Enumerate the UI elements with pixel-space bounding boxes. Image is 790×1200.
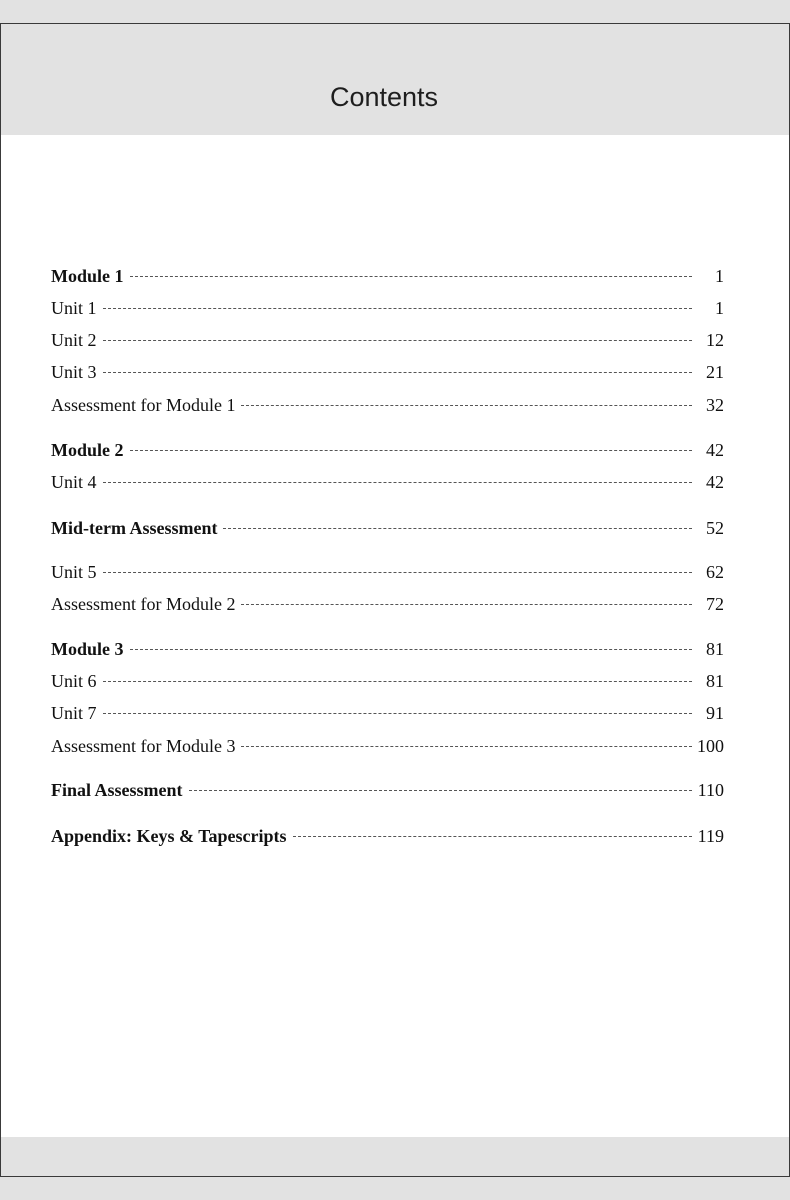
page-title: Contents xyxy=(329,82,439,112)
toc-entry-unit-1[interactable] xyxy=(51,296,724,320)
toc-entry-page: 32 xyxy=(706,395,724,415)
toc-entry-label: Module 1 xyxy=(51,266,124,286)
toc-entry-assessment-module-3[interactable] xyxy=(51,734,724,758)
toc-entry-page: 72 xyxy=(706,594,724,614)
toc-entry-page: 100 xyxy=(697,736,724,756)
toc-entry-unit-4[interactable] xyxy=(51,470,724,494)
dot-leader xyxy=(293,836,692,837)
toc-entry-label: Appendix: Keys & Tapescripts xyxy=(51,826,287,846)
toc-entry-label: Unit 1 xyxy=(51,298,97,318)
toc-entry-page: 110 xyxy=(697,780,724,800)
toc-entry-page: 91 xyxy=(706,703,724,723)
toc-entry-page: 42 xyxy=(706,472,724,492)
toc-entry-page: 81 xyxy=(706,639,724,659)
dot-leader xyxy=(103,572,692,573)
toc-entry-page: 42 xyxy=(706,440,724,460)
toc-entry-label: Unit 7 xyxy=(51,703,97,723)
toc-entry-unit-2[interactable] xyxy=(51,328,724,352)
toc-entry-unit-5[interactable] xyxy=(51,560,724,584)
toc-entry-label: Assessment for Module 3 xyxy=(51,736,236,756)
toc-entry-page: 1 xyxy=(715,298,724,318)
toc-entry-page: 21 xyxy=(706,362,724,382)
dot-leader xyxy=(130,276,692,277)
dot-leader xyxy=(241,746,692,747)
page-footer xyxy=(1,1137,789,1176)
dot-leader xyxy=(103,681,692,682)
dot-leader xyxy=(103,713,692,714)
toc-entry-module-1[interactable] xyxy=(51,264,724,288)
toc-entry-mid-term-assessment[interactable] xyxy=(51,516,724,540)
toc-entry-label: Unit 2 xyxy=(51,330,97,350)
toc-entry-label: Unit 3 xyxy=(51,362,97,382)
toc-entry-label: Mid-term Assessment xyxy=(51,518,218,538)
dot-leader xyxy=(241,604,692,605)
dot-leader xyxy=(103,482,692,483)
dot-leader xyxy=(103,340,692,341)
dot-leader xyxy=(103,372,692,373)
dot-leader xyxy=(223,528,692,529)
document-page xyxy=(0,23,790,1177)
toc-entry-assessment-module-1[interactable] xyxy=(51,393,724,417)
toc-entry-label: Unit 5 xyxy=(51,562,97,582)
toc-entry-label: Final Assessment xyxy=(51,780,183,800)
toc-entry-unit-7[interactable] xyxy=(51,701,724,725)
toc-entry-final-assessment[interactable] xyxy=(51,778,724,802)
toc-entry-module-2[interactable] xyxy=(51,438,724,462)
toc-entry-appendix[interactable] xyxy=(51,824,724,848)
toc-entry-label: Assessment for Module 2 xyxy=(51,594,236,614)
dot-leader xyxy=(103,308,692,309)
toc-entry-page: 81 xyxy=(706,671,724,691)
toc-entry-label: Assessment for Module 1 xyxy=(51,395,236,415)
toc-entry-unit-3[interactable] xyxy=(51,360,724,384)
toc-entry-module-3[interactable] xyxy=(51,637,724,661)
toc-entry-label: Module 2 xyxy=(51,440,124,460)
toc-entry-page: 52 xyxy=(706,518,724,538)
toc-entry-page: 62 xyxy=(706,562,724,582)
toc-entry-page: 12 xyxy=(706,330,724,350)
toc-entry-page: 1 xyxy=(715,266,724,286)
page-header xyxy=(1,24,789,135)
dot-leader xyxy=(189,790,692,791)
toc-entry-label: Unit 4 xyxy=(51,472,97,492)
toc-entry-assessment-module-2[interactable] xyxy=(51,592,724,616)
toc-entry-label: Module 3 xyxy=(51,639,124,659)
dot-leader xyxy=(241,405,692,406)
toc-entry-page: 119 xyxy=(697,826,724,846)
dot-leader xyxy=(130,649,692,650)
toc-entry-label: Unit 6 xyxy=(51,671,97,691)
toc-entry-unit-6[interactable] xyxy=(51,669,724,693)
dot-leader xyxy=(130,450,692,451)
